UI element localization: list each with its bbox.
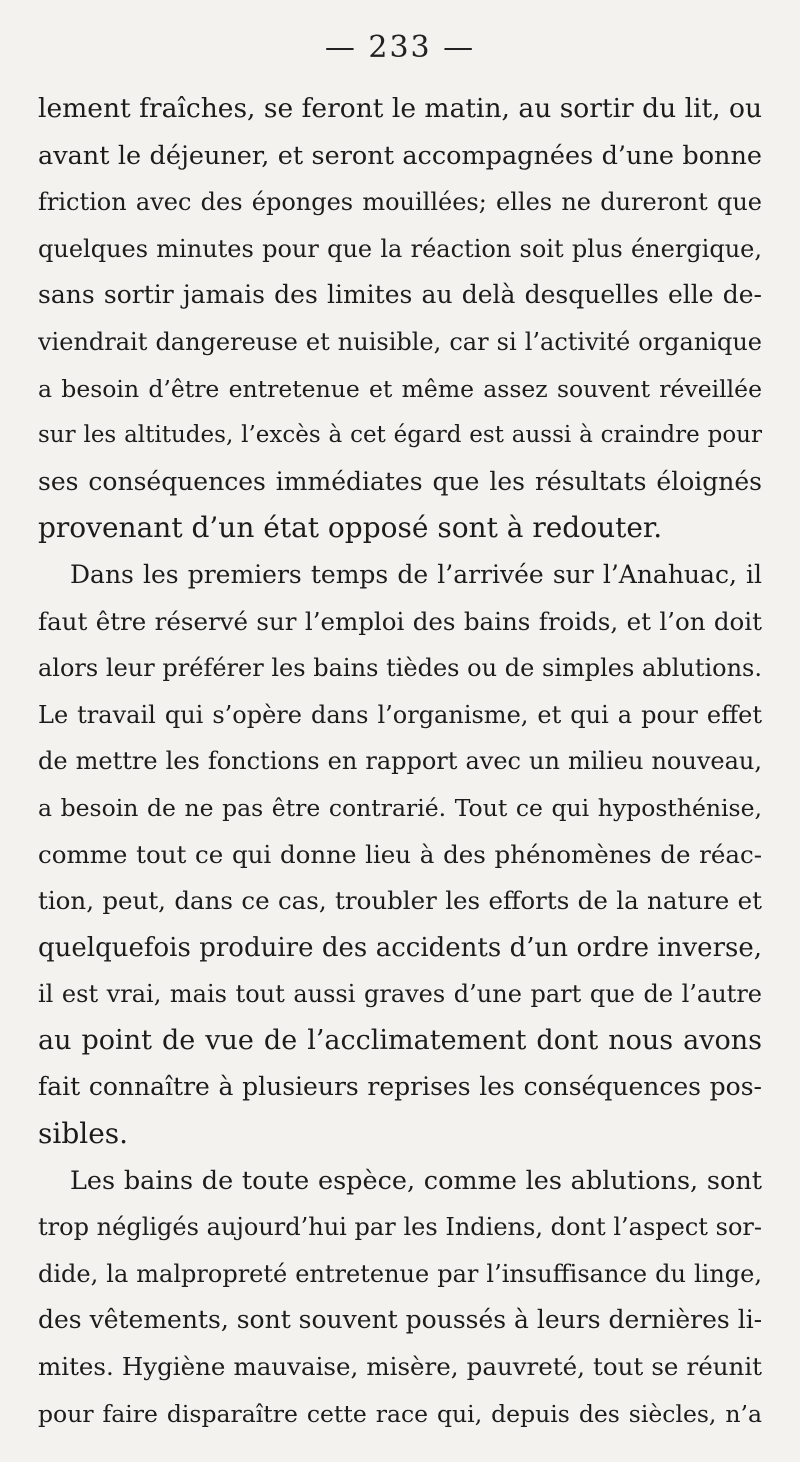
text-line: Dans les premiers temps de l’arrivée sur l’Anahuac, il [70, 559, 762, 589]
text-line: trop négligés aujourd’hui par les Indiens, dont l’aspect sor- [38, 1213, 762, 1242]
text-line: sans sortir jamais des limites au delà desquelles elle de- [38, 280, 762, 310]
body-text [38, 86, 762, 1437]
text-line: quelques minutes pour que la réaction soit plus énergique, [38, 234, 762, 263]
text-line: Le travail qui s’opère dans l’organisme, et qui a pour effet [38, 700, 762, 729]
text-line: faut être réservé sur l’emploi des bains froids, et l’on doit [38, 606, 762, 636]
text-line: fait connaître à plusieurs reprises les conséquences pos- [38, 1072, 762, 1102]
paragraph-1 [38, 86, 762, 552]
text-line: au point de vue de l’acclimatement dont nous avons [38, 1024, 762, 1056]
text-line: il est vrai, mais tout aussi graves d’une part que de l’autre [38, 980, 762, 1009]
text-line: sibles. [38, 1117, 129, 1151]
text-line: de mettre les fonctions en rapport avec un milieu nouveau, [38, 747, 762, 776]
text-line: quelquefois produire des accidents d’un ordre inverse, [38, 932, 762, 963]
text-line: Les bains de toute espèce, comme les ablutions, sont [70, 1165, 762, 1196]
text-line: sur les altitudes, l’excès à cet égard est aussi à craindre pour [38, 422, 762, 449]
text-line: ses conséquences immédiates que les résultats éloignés [38, 466, 762, 496]
text-line: viendrait dangereuse et nuisible, car si l’activité organique [38, 327, 762, 356]
text-line: avant le déjeuner, et seront accompagnées d’une bonne [38, 140, 762, 171]
text-line: lement fraîches, se feront le matin, au sortir du lit, ou [38, 93, 762, 124]
text-line: mites. Hygiène mauvaise, misère, pauvreté, tout se réunit [38, 1352, 762, 1382]
page-number: — 233 — [324, 30, 476, 65]
text-line: tion, peut, dans ce cas, troubler les efforts de la nature et [38, 886, 762, 916]
text-line: pour faire disparaître cette race qui, depuis des siècles, n’a [38, 1399, 762, 1428]
paragraph-2 [38, 552, 762, 1158]
text-line: comme tout ce qui donne lieu à des phénomènes de réac- [38, 839, 762, 869]
text-line: alors leur préférer les bains tièdes ou de simples ablutions. [38, 654, 762, 683]
text-line: provenant d’un état opposé sont à redouter. [38, 511, 663, 545]
paragraph-3 [38, 1158, 762, 1438]
text-line: dide, la malpropreté entretenue par l’insuffisance du linge, [38, 1259, 762, 1288]
text-line: friction avec des éponges mouillées; elles ne dureront que [38, 188, 762, 217]
text-line: a besoin d’être entretenue et même assez souvent réveillée [38, 374, 762, 403]
text-line: a besoin de ne pas être contrarié. Tout ce qui hyposthénise, [38, 793, 762, 822]
text-line: des vêtements, sont souvent poussés à leurs dernières li- [38, 1305, 762, 1335]
